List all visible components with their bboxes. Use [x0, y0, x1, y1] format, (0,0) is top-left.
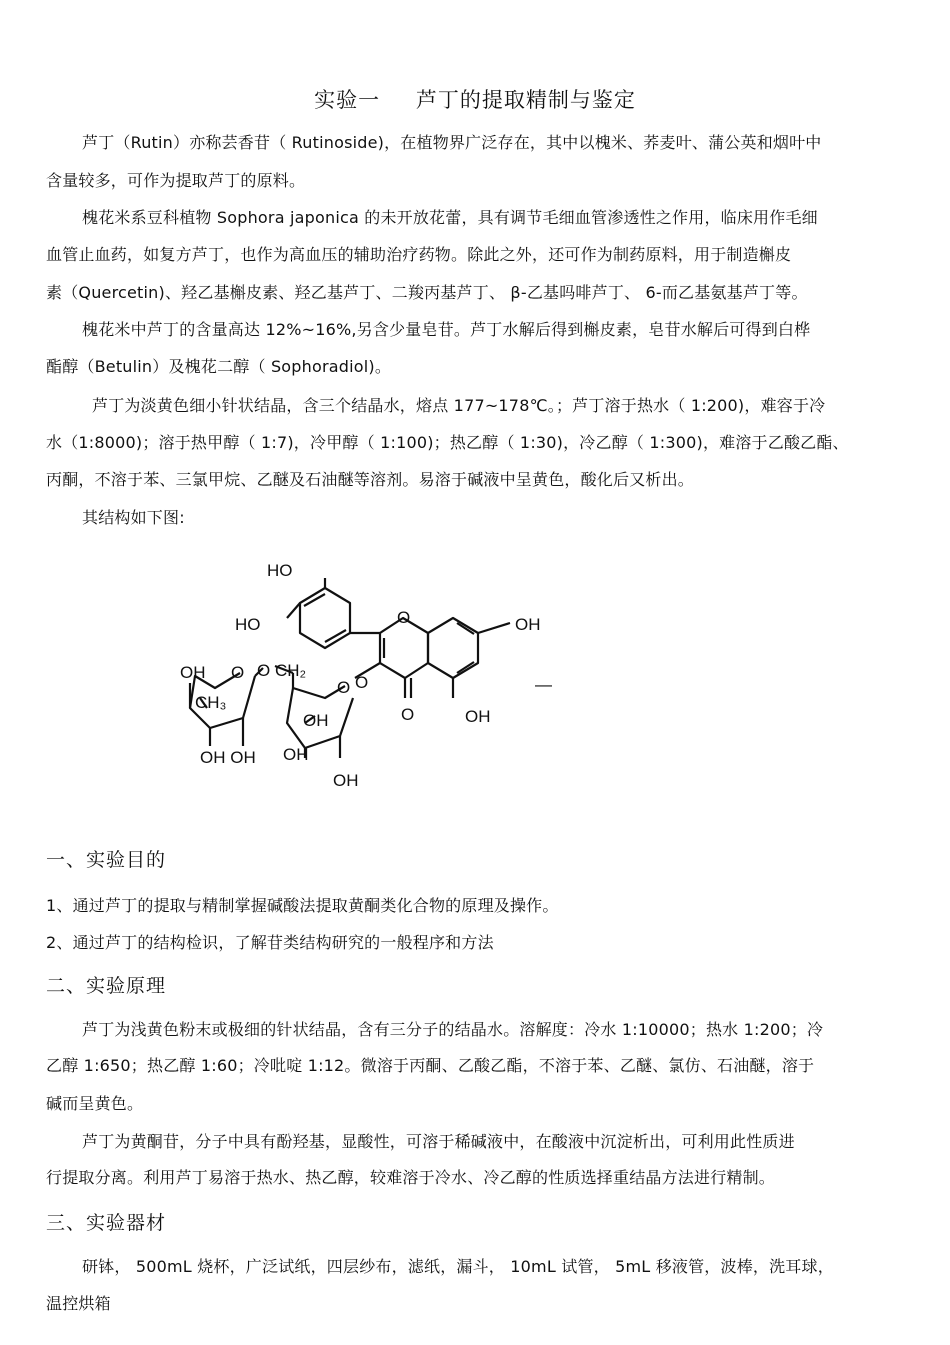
rutin-structure-diagram — [175, 548, 575, 793]
label-o-keto: O — [401, 705, 415, 724]
section3-p1-line1: 研钵， 500mL 烧杯，广泛试纸，四层纱布，滤纸，漏斗， 10mL 试管， 5mL 移液管，波棒，洗耳球， — [82, 1257, 834, 1276]
title-part-2: 芦丁的提取精制与鉴定 — [415, 88, 636, 112]
label-oh-last: OH — [333, 771, 359, 790]
section2-p1-line2: 乙醇 1:650；热乙醇 1:60；冷吡啶 1:12。微溶于丙酮、乙酸乙酯，不溶于苯、乙醚、氯仿、石油醚，溶于 — [46, 1056, 815, 1075]
section3-heading: 三、实验器材 — [46, 1212, 167, 1234]
intro-p2-line2: 血管止血药，如复方芦丁，也作为高血压的辅助治疗药物。除此之外，还可作为制药原料，用于制造槲皮 — [46, 245, 792, 264]
label-o-ring: O — [397, 608, 411, 627]
label-o-glyc: O — [355, 673, 369, 692]
label-o-sugar2: O — [337, 678, 351, 697]
label-oh-right: OH — [515, 615, 541, 634]
ring-b — [300, 588, 350, 648]
label-oh-bottom: OH — [465, 707, 491, 726]
intro-p2-line3: 素（Quercetin)、羟乙基槲皮素、羟乙基芦丁、二羧丙基芦丁、 β-乙基吗啡芦丁、 6-而乙基氨基芦丁等。 — [46, 283, 808, 302]
section3-p1-line2: 温控烘箱 — [46, 1294, 111, 1313]
intro-p1-line2: 含量较多，可作为提取芦丁的原料。 — [46, 171, 306, 190]
label-o-link: O — [257, 661, 271, 680]
section1-item-1: 1、通过芦丁的提取与精制掌握碱酸法提取黄酮类化合物的原理及操作。 — [46, 896, 559, 915]
intro-p4-line2: 水（1:8000)；溶于热甲醇（ 1:7)，冷甲醇（ 1:100)；热乙醇（ 1:30)，冷乙醇（ 1:300)，难溶于乙酸乙酯、 — [46, 433, 849, 452]
section2-p1-line3: 碱而呈黄色。 — [46, 1094, 144, 1113]
label-ch3: CH₃ — [195, 693, 227, 712]
section2-p2-line1: 芦丁为黄酮苷，分子中具有酚羟基，显酸性，可溶于稀碱液中，在酸液中沉淀析出，可利用此性质进 — [82, 1132, 795, 1151]
intro-p1-line1: 芦丁（Rutin）亦称芸香苷（ Rutinoside)，在植物界广泛存在，其中以槐米、荞麦叶、蒲公英和烟叶中 — [82, 133, 822, 152]
label-oh-sugar2b: OH — [283, 745, 309, 764]
section2-heading: 二、实验原理 — [46, 975, 167, 997]
intro-p4-line1: 芦丁为淡黄色细小针状结晶，含三个结晶水，熔点 177~178℃。；芦丁溶于热水（ 1:200)，难容于冷 — [92, 396, 826, 415]
title-part-1: 实验一 — [314, 88, 381, 112]
label-oh-sugar2a: OH — [303, 711, 329, 730]
section2-p1-line1: 芦丁为浅黄色粉末或极细的针状结晶，含有三分子的结晶水。溶解度：冷水 1:10000；热水 1:200；冷 — [82, 1020, 824, 1039]
page-title — [0, 86, 950, 114]
ring-c — [380, 618, 428, 678]
intro-p3-line2: 酯醇（Betulin）及槐花二醇（ Sophoradiol)。 — [46, 357, 392, 376]
section1-item-2: 2、通过芦丁的结构检识，了解苷类结构研究的一般程序和方法 — [46, 933, 494, 952]
label-ho-left: HO — [235, 615, 261, 634]
intro-p5: 其结构如下图: — [82, 508, 185, 527]
intro-p2-line1: 槐花米系豆科植物 Sophora japonica 的未开放花蕾，具有调节毛细血管渗透性之作用，临床用作毛细 — [82, 208, 818, 227]
label-oh-bottom1: OH OH — [200, 748, 256, 767]
section1-heading: 一、实验目的 — [46, 849, 167, 871]
section2-p2-line2: 行提取分离。利用芦丁易溶于热水、热乙醇，较难溶于冷水、冷乙醇的性质选择重结晶方法进行精制。 — [46, 1168, 776, 1187]
intro-p3-line1: 槐花米中芦丁的含量高达 12%~16%,另含少量皂苷。芦丁水解后得到槲皮素，皂苷水解后可得到白桦 — [82, 320, 811, 339]
label-dash: — — [535, 675, 552, 694]
intro-p4-line3: 丙酮，不溶于苯、三氯甲烷、乙醚及石油醚等溶剂。易溶于碱液中呈黄色，酸化后又析出。 — [46, 470, 695, 489]
label-ho-top: HO — [267, 561, 293, 580]
label-o-sugar1: O — [231, 663, 245, 682]
label-ch2: CH₂ — [275, 661, 307, 680]
ring-a — [428, 618, 478, 678]
label-oh-sugar1: OH — [180, 663, 206, 682]
